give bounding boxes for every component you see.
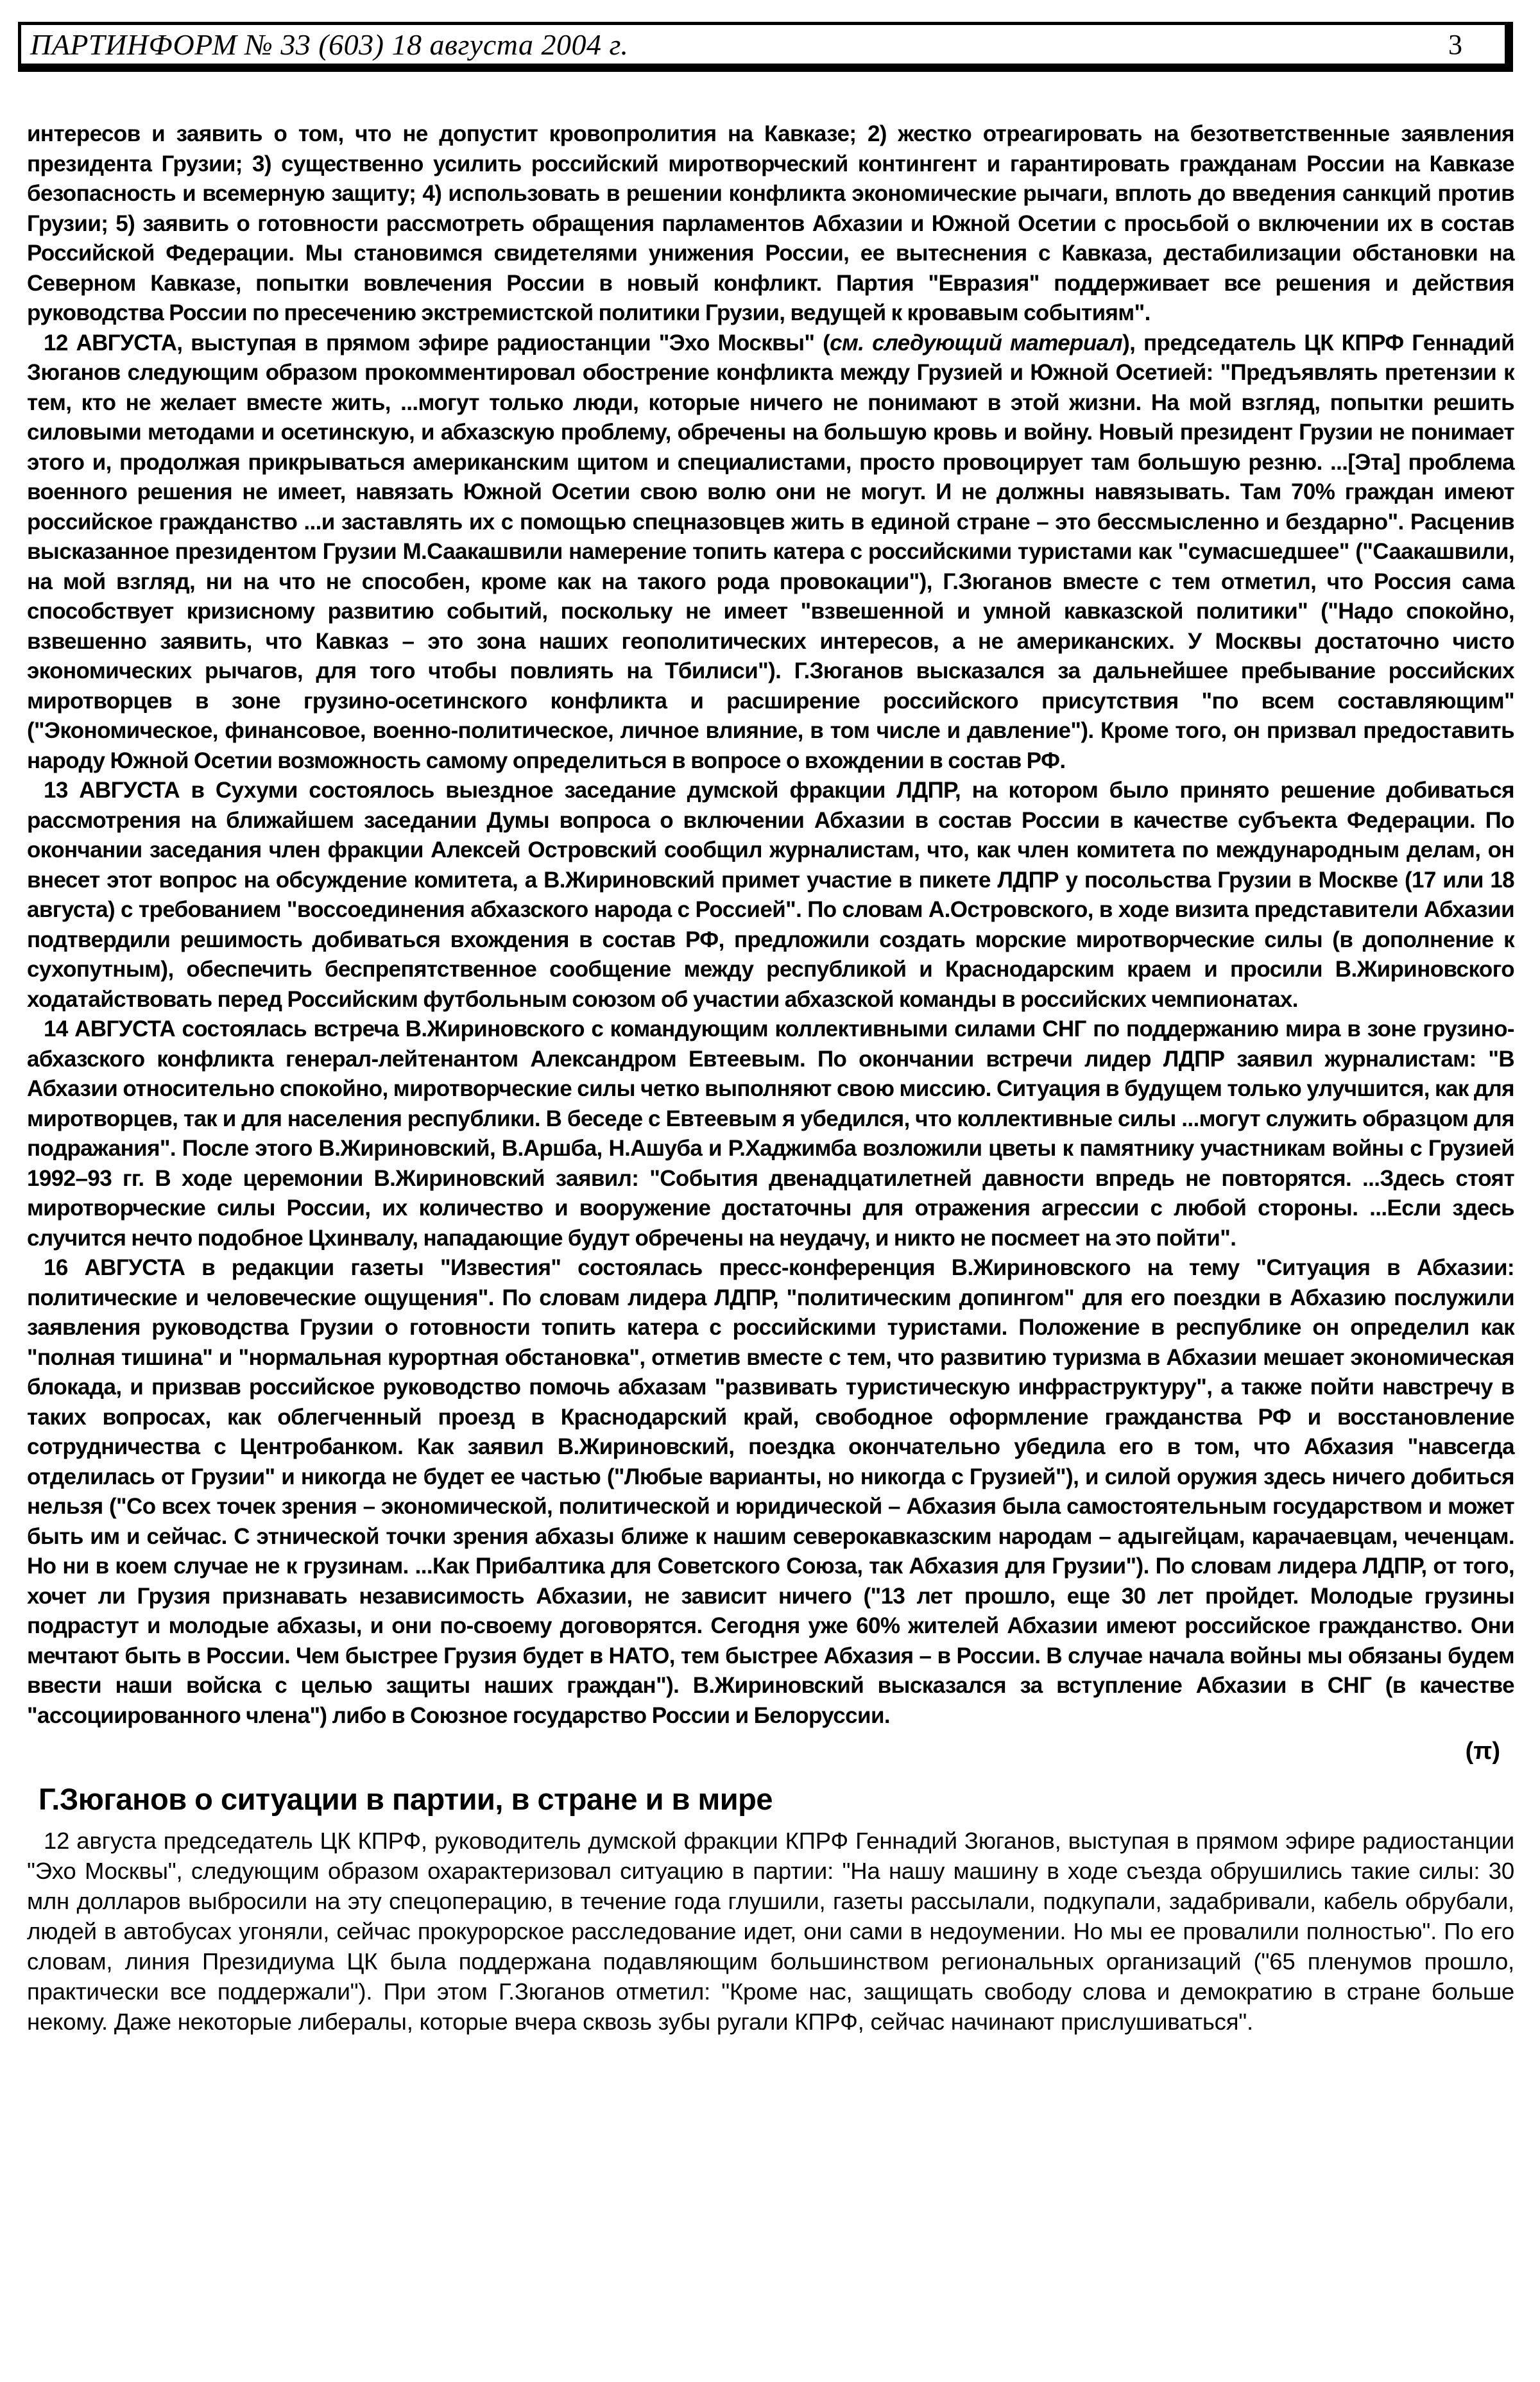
paragraph-zyuganov: 12 августа председатель ЦК КПРФ, руководитель думской фракции КПРФ Геннадий Зюганов, выступая в прямом эфире радиостанции "Эхо Москвы", следующим образом охарактеризовал ситуацию в партии: "На нашу машину в ходе съезда обрушились такие силы: 30 млн долларов выбросили на эту спецоперацию, в течение года глушили, газеты рассылали, подкупали, задабривали, кабель обрубали, людей в автобусах угоняли, сейчас прокурорское расследование идет, они сами в недоумении. Но мы ее провалили полностью". По его словам, линия Президиума ЦК была поддержана подавляющим большинством региональных организаций ("65 пленумов прошло, практически все поддержали"). При этом Г.Зюганов отметил: "Кроме нас, защищать свободу слова и демократию в стране больше некому. Даже некоторые либералы, которые вчера сквозь зубы ругали КПРФ, сейчас начинают прислушиваться". bbox=[27, 1828, 1514, 2035]
cross-reference-italic: см. следующий материал bbox=[830, 330, 1123, 356]
paragraph-text: ), председатель ЦК КПРФ Геннадий Зюганов следующим образом прокомментировал обострение конфликта между Грузией и Южной Осетией: "Предъявлять претензии к тем, кто не желает вместе жить, ...могут только люди, которые ничего не понимают в этой жизни. На мой взгляд, попытки решить силовыми методами и осетинскую, и абхазскую проблему, обречены на большую кровь и войну. Новый президент Грузии не понимает этого и, продолжая прикрываться американским щитом и специалистами, просто провоцирует там большую резню. ...[Эта] проблема военного решения не имеет, навязать Южной Осетии свою волю они не могут. И не должны навязывать. Там 70% граждан имеют российское гражданство ...и заставлять их с помощью спецназовцев жить в единой стране – это бессмысленно и бездарно". Расценив высказанное президентом Грузии М.Саакашвили намерение топить катера с российскими туристами как "сумасшедшее" ("Саакашвили, на мой взгляд, ни на что не способен, кроме как на такого рода провокации"), Г.Зюганов вместе с тем отметил, что Россия сама способствует кризисному развитию событий, поскольку не имеет "взвешенной и умной кавказской политики" ("Надо спокойно, взвешенно заявить, что Кавказ – это зона наших геополитических интересов, а не американских. У Москвы достаточно чисто экономических рычагов, для того чтобы повлиять на Тбилиси"). Г.Зюганов высказался за дальнейшее пребывание российских миротворцев в зоне грузино-осетинского конфликта и расширение российского присутствия "по всем составляющим" ("Экономическое, финансовое, военно-политическое, личное влияние, в том числе и давление"). Кроме того, он призвал предоставить народу Южной Осетии возможность самому определиться в вопросе о вхождении в состав РФ. bbox=[27, 330, 1514, 773]
paragraph-continuation: интересов и заявить о том, что не допустит кровопролития на Кавказе; 2) жестко отреагировать на безответственные заявления президента Грузии; 3) существенно усилить российский миротворческий контингент и гарантировать гражданам России на Кавказе безопасность и всемерную защиту; 4) использовать в решении конфликта экономические рычаги, вплоть до введения санкций против Грузии; 5) заявить о готовности рассмотреть обращения парламентов Абхазии и Южной Осетии с просьбой о включении их в состав Российской Федерации. Мы становимся свидетелями унижения России, ее вытеснения с Кавказа, дестабилизации обстановки на Северном Кавказе, попытки вовлечения России в новый конфликт. Партия "Евразия" поддерживает все решения и действия руководства России по пресечению экстремистской политики Грузии, ведущей к кровавым событиям". bbox=[27, 121, 1514, 325]
article-heading: Г.Зюганов о ситуации в партии, в стране и в мире bbox=[38, 1782, 773, 1816]
running-header bbox=[18, 22, 1513, 72]
article-body bbox=[27, 119, 1514, 2037]
newsletter-title: ПАРТИНФОРМ № 33 (603) 18 августа 2004 г. bbox=[30, 28, 629, 61]
paragraph-12-august bbox=[27, 329, 1514, 776]
paragraph-13-august: 13 АВГУСТА в Сухуми состоялось выездное заседание думской фракции ЛДПР, на котором было принято решение добиваться рассмотрения на ближайшем заседании Думы вопроса о включении Абхазии в состав России в качестве субъекта Федерации. По окончании заседания член фракции Алексей Островский сообщил журналистам, что, как член комитета по международным делам, он внесет этот вопрос на обсуждение комитета, а В.Жириновский примет участие в пикете ЛДПР у посольства Грузии в Москве (17 или 18 августа) с требованием "воссоединения абхазского народа с Россией". По словам А.Островского, в ходе визита представители Абхазии подтвердили решимость добиваться вхождения в состав РФ, предложили создать морские миротворческие силы (в дополнение к сухопутным), обеспечить беспрепятственное сообщение между республикой и Краснодарским краем и просили В.Жириновского ходатайствовать перед Российским футбольным союзом об участии абхазской команды в российских чемпионатах. bbox=[27, 778, 1514, 1012]
page-number: 3 bbox=[1448, 28, 1462, 60]
paragraph-16-august: 16 АВГУСТА в редакции газеты "Известия" состоялась пресс-конференция В.Жириновского на тему "Ситуация в Абхазии: политические и человеческие ощущения". По словам лидера ЛДПР, "политическим допингом" для его поездки в Абхазию послужили заявления руководства Грузии о готовности топить катера с российскими туристами. Положение в республике он определил как "полная тишина" и "нормальная курортная обстановка", отметив вместе с тем, что развитию туризма в Абхазии мешает экономическая блокада, и призвав российское руководство помочь абхазам "развивать туристическую инфраструктуру", а также пойти навстречу в таких вопросах, как облегченный проезд в Краснодарский край, свободное оформление гражданства РФ и восстановление сотрудничества с Центробанком. Как заявил В.Жириновский, поездка окончательно убедила его в том, что Абхазия "навсегда отделилась от Грузии" и никогда не будет ее частью ("Любые варианты, но никогда с Грузией"), и силой оружия здесь ничего добиться нельзя ("Со всех точек зрения – экономической, политической и юридической – Абхазия была самостоятельным государством и может быть им и сейчас. С этнической точки зрения абхазы ближе к нашим северокавказским народам – адыгейцам, карачаевцам, чеченцам. Но ни в коем случае не к грузинам. ...Как Прибалтика для Советского Союза, так Абхазия для Грузии"). По словам лидера ЛДПР, от того, хочет ли Грузия признавать независимость Абхазии, не зависит ничего ("13 лет прошло, еще 30 лет пройдет. Молодые грузины подрастут и молодые абхазы, и они по-своему договорятся. Сегодня уже 60% жителей Абхазии имеют российское гражданство. Они мечтают быть в России. Чем быстрее Грузия будет в НАТО, тем быстрее Абхазия – в России. В случае начала войны мы обязаны будем ввести наши войска с целью защиты наших граждан"). В.Жириновский высказался за вступление Абхазии в СНГ (в качестве "ассоциированного члена") либо в Союзное государство России и Белоруссии. bbox=[27, 1255, 1514, 1728]
author-signature: (π) bbox=[1465, 1738, 1500, 1765]
paragraph-text: 12 АВГУСТА, выступая в прямом эфире радиостанции "Эхо Москвы" ( bbox=[44, 330, 830, 356]
paragraph-14-august: 14 АВГУСТА состоялась встреча В.Жириновского с командующим коллективными силами СНГ по поддержанию мира в зоне грузино-абхазского конфликта генерал-лейтенантом Александром Евтеевым. По окончании встречи лидер ЛДПР заявил журналистам: "В Абхазии относительно спокойно, миротворческие силы четко выполняют свою миссию. Ситуация в будущем только улучшится, как для миротворцев, так и для населения республики. В беседе с Евтеевым я убедился, что коллективные силы ...могут служить образцом для подражания". После этого В.Жириновский, В.Аршба, Н.Ашуба и Р.Хаджимба возложили цветы к памятнику участникам войны с Грузией 1992–93 гг. В ходе церемонии В.Жириновский заявил: "События двенадцатилетней давности впредь не повторятся. ...Здесь стоят миротворческие силы России, их количество и вооружение достаточны для отражения агрессии с любой стороны. ...Если здесь случится нечто подобное Цхинвалу, нападающие будут обречены на неудачу, и никто не посмеет на это пойти". bbox=[27, 1016, 1514, 1251]
